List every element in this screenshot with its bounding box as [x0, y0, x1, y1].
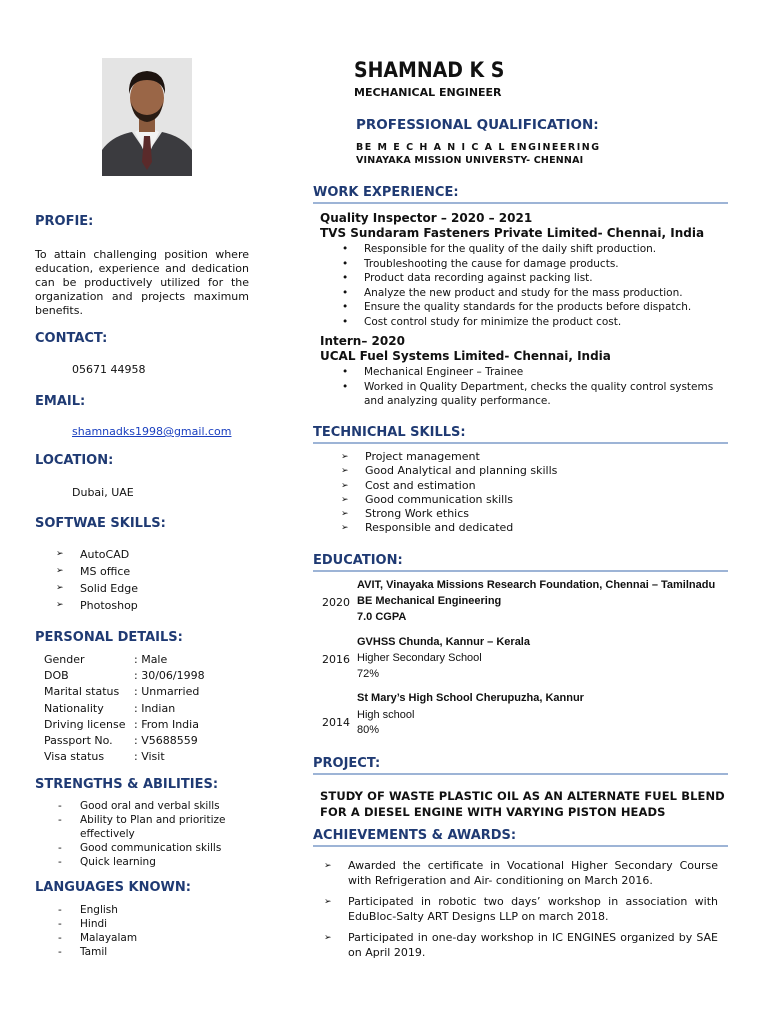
profile-text: To attain challenging position where education, experience and dedication can be productively utilized for the organization and projects maximum benefits. — [35, 248, 249, 317]
list-item: ➢ Responsible and dedicated — [341, 521, 557, 535]
education-score: 72% — [357, 668, 380, 680]
job-role: Intern– 2020 — [320, 334, 405, 348]
education-course: Higher Secondary School — [357, 652, 482, 664]
technical-heading: TECHNICHAL SKILLS: — [313, 425, 466, 440]
list-item: • Responsible for the quality of the daily shift production. — [340, 242, 730, 257]
list-item: ➢ Solid Edge — [56, 580, 138, 597]
languages-heading: LANGUAGES KNOWN: — [35, 880, 191, 895]
personal-heading: PERSONAL DETAILS: — [35, 630, 183, 645]
achievements-heading: ACHIEVEMENTS & AWARDS: — [313, 828, 517, 843]
list-item: • Ensure the quality standards for the products before dispatch. — [340, 300, 730, 315]
candidate-title: MECHANICAL ENGINEER — [354, 86, 502, 99]
project-heading: PROJECT: — [313, 756, 381, 771]
education-year: 2020 — [322, 596, 350, 609]
profile-heading: PROFIE: — [35, 214, 94, 229]
list-item: - Malayalam — [56, 931, 137, 945]
technical-list — [341, 450, 557, 536]
education-school: St Mary’s High School Cherupuzha, Kannur — [357, 692, 584, 704]
section-divider — [313, 442, 728, 444]
list-item: • Worked in Quality Department, checks the quality control systems and analyzing quality performance. — [340, 380, 730, 409]
project-title: STUDY OF WASTE PLASTIC OIL AS AN ALTERNATE FUEL BLEND FOR A DIESEL ENGINE WITH VARYING PISTON HEADS — [320, 789, 725, 819]
list-item: - Good oral and verbal skills — [56, 799, 236, 813]
list-item: - Ability to Plan and prioritize effectively — [56, 813, 236, 841]
job-company: TVS Sundaram Fasteners Private Limited- Chennai, India — [320, 226, 705, 240]
personal-details-table — [44, 651, 205, 765]
education-course: High school — [357, 709, 415, 721]
list-item: - Hindi — [56, 917, 137, 931]
list-item: • Product data recording against packing list. — [340, 271, 730, 286]
list-item: ➢ Strong Work ethics — [341, 507, 557, 521]
education-heading: EDUCATION: — [313, 553, 403, 568]
contact-phone: 05671 44958 — [72, 363, 146, 376]
languages-list — [56, 903, 137, 959]
list-item: ➢ Project management — [341, 450, 557, 464]
education-school: GVHSS Chunda, Kannur – Kerala — [357, 636, 530, 648]
email-link[interactable]: shamnadks1998@gmail.com — [72, 425, 232, 438]
section-divider — [313, 202, 728, 204]
job-role: Quality Inspector – 2020 – 2021 — [320, 211, 533, 225]
contact-heading: CONTACT: — [35, 331, 108, 346]
education-year: 2014 — [322, 716, 350, 729]
list-item: ➢ Participated in one-day workshop in IC ENGINES organized by SAE on April 2019. — [322, 931, 718, 960]
table-row: Driving license : From India — [44, 717, 199, 731]
software-heading: SOFTWAE SKILLS: — [35, 516, 166, 531]
section-divider — [313, 845, 728, 847]
work-heading: WORK EXPERIENCE: — [313, 185, 459, 200]
list-item: - Tamil — [56, 945, 137, 959]
table-row: Nationality : Indian — [44, 701, 176, 715]
list-item: - Good communication skills — [56, 841, 236, 855]
qualification-heading: PROFESSIONAL QUALIFICATION: — [356, 117, 599, 133]
location-heading: LOCATION: — [35, 453, 114, 468]
table-row: Gender : Male — [44, 652, 168, 666]
education-score: 80% — [357, 724, 380, 736]
job-company: UCAL Fuel Systems Limited- Chennai, India — [320, 349, 611, 363]
job-duties-list — [340, 242, 730, 329]
list-item: ➢ Participated in robotic two days’ workshop in association with EduBloc-Salty ART Designs LLP on march 2018. — [322, 895, 718, 924]
software-list — [56, 546, 138, 614]
qualification-university: VINAYAKA MISSION UNIVERSTY- CHENNAI — [356, 155, 584, 166]
email-heading: EMAIL: — [35, 394, 86, 409]
profile-photo — [102, 58, 192, 176]
candidate-name: SHAMNAD K S — [354, 58, 505, 82]
list-item: • Analyze the new product and study for the mass production. — [340, 286, 730, 301]
qualification-degree: BE M E C H A N I C A L ENGINEERING — [356, 142, 601, 153]
list-item: ➢ Good Analytical and planning skills — [341, 464, 557, 478]
list-item: • Mechanical Engineer – Trainee — [340, 365, 730, 380]
list-item: ➢ Photoshop — [56, 597, 138, 614]
list-item: • Troubleshooting the cause for damage products. — [340, 257, 730, 272]
location-value: Dubai, UAE — [72, 486, 134, 499]
achievements-list — [322, 859, 718, 967]
strengths-heading: STRENGTHS & ABILITIES: — [35, 777, 219, 792]
strengths-list — [56, 799, 236, 869]
education-course: BE Mechanical Engineering — [357, 595, 502, 607]
list-item: ➢ Good communication skills — [341, 493, 557, 507]
education-year: 2016 — [322, 653, 350, 666]
list-item: ➢ Cost and estimation — [341, 479, 557, 493]
list-item: - Quick learning — [56, 855, 236, 869]
table-row: Passport No. : V5688559 — [44, 734, 198, 748]
table-row: Visa status : Visit — [44, 750, 165, 764]
education-school: AVIT, Vinayaka Missions Research Foundation, Chennai – Tamilnadu — [357, 579, 716, 591]
table-row: Marital status : Unmarried — [44, 685, 200, 699]
job-duties-list — [340, 365, 730, 409]
list-item: ➢ AutoCAD — [56, 546, 138, 563]
section-divider — [313, 773, 728, 775]
list-item: ➢ Awarded the certificate in Vocational Higher Secondary Course with Refrigeration and Air- conditioning on March 2016. — [322, 859, 718, 888]
list-item: ➢ MS office — [56, 563, 138, 580]
education-score: 7.0 CGPA — [357, 611, 407, 623]
list-item: • Cost control study for minimize the product cost. — [340, 315, 730, 330]
list-item: - English — [56, 903, 137, 917]
table-row: DOB : 30/06/1998 — [44, 668, 205, 682]
section-divider — [313, 570, 728, 572]
